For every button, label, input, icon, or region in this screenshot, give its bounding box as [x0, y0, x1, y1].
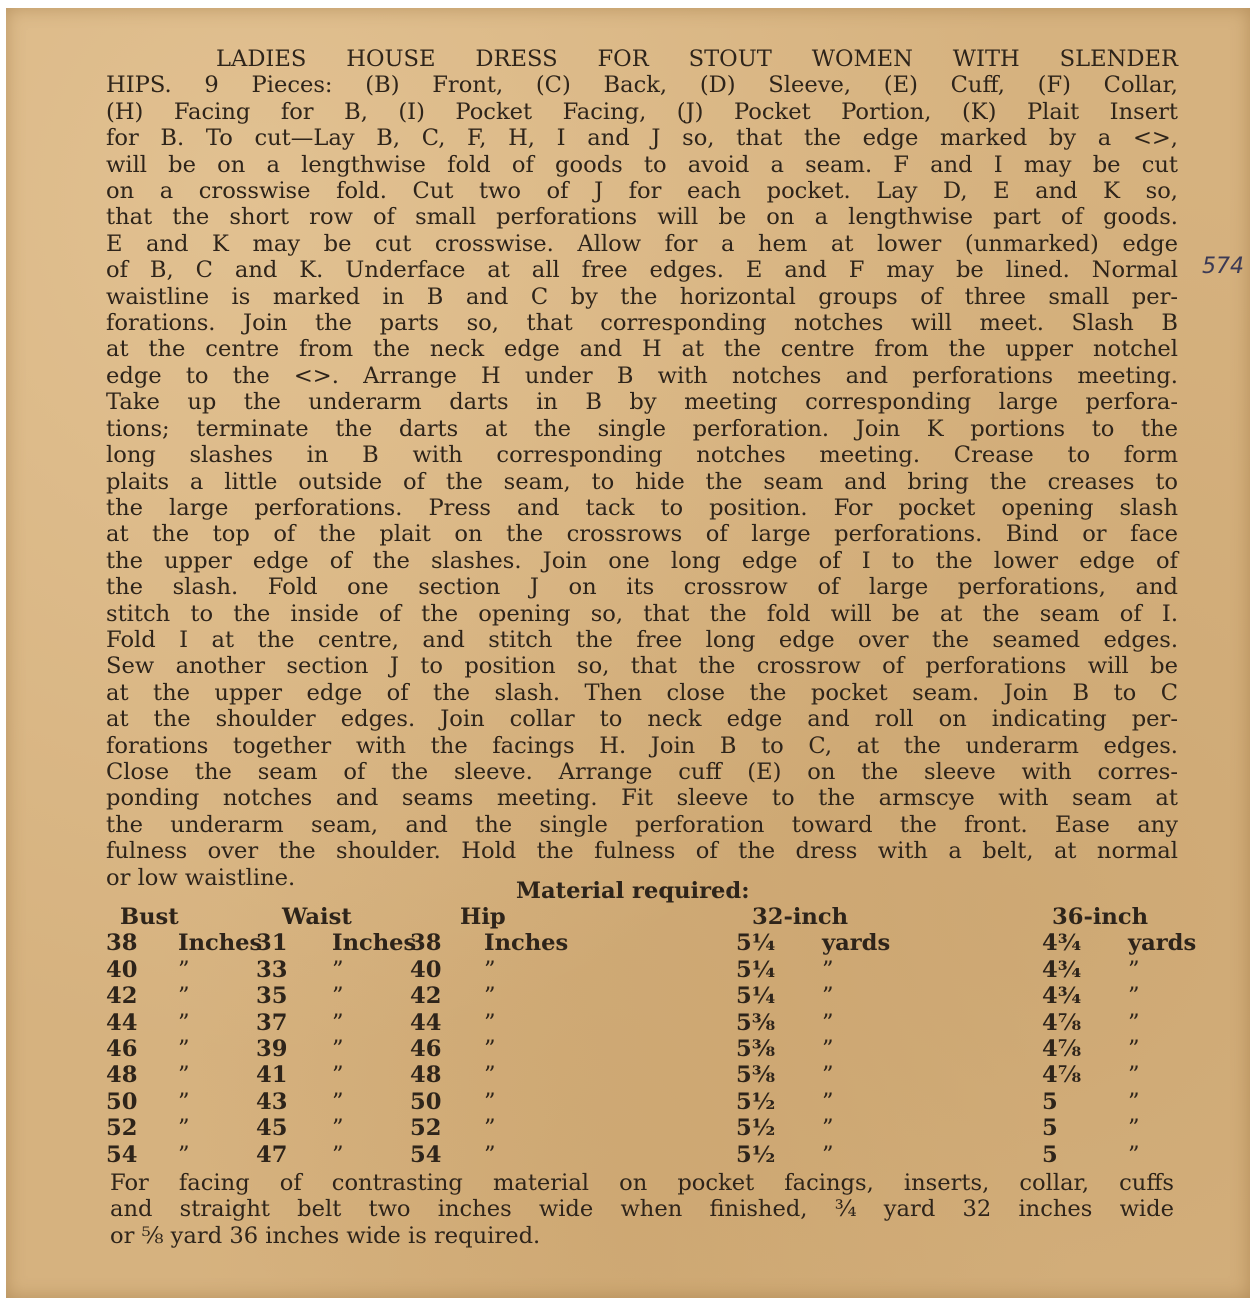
instructions-text — [106, 46, 1178, 891]
table-cell-bust-unit: ” — [178, 983, 190, 1010]
instruction-line: at the upper edge of the slash. Then close the pocket seam. Join B to C — [106, 679, 1178, 706]
table-cell-y32-unit: ” — [822, 983, 834, 1010]
instruction-line: forations. Join the parts so, that corresponding notches will meet. Slash B — [106, 310, 1178, 337]
instruction-line: or low waistline. — [106, 864, 296, 891]
table-cell-bust-unit: ” — [178, 1088, 190, 1115]
instruction-line: the slash. Fold one section J on its crossrow of large perforations, and — [106, 574, 1178, 601]
table-cell-waist: 35 — [256, 983, 288, 1010]
table-cell-y32: 5⅜ — [736, 1035, 776, 1062]
instruction-line: Close the seam of the sleeve. Arrange cuff (E) on the sleeve with corres- — [106, 758, 1178, 785]
table-cell-bust: 48 — [106, 1062, 138, 1089]
instruction-line: tions; terminate the darts at the single perforation. Join K portions to the — [106, 415, 1178, 442]
table-cell-y36: 5 — [1042, 1088, 1058, 1115]
table-cell-y36-unit: ” — [1128, 1009, 1140, 1036]
table-cell-waist: 45 — [256, 1115, 288, 1142]
table-cell-hip-unit: ” — [484, 1035, 496, 1062]
table-cell-y32: 5¼ — [736, 983, 776, 1010]
table-cell-hip: 42 — [410, 983, 442, 1010]
table-cell-hip: 40 — [410, 956, 442, 983]
table-cell-y32-unit: ” — [822, 1141, 834, 1168]
table-cell-y36-unit: ” — [1128, 1141, 1140, 1168]
table-row — [106, 1115, 1186, 1141]
table-cell-waist: 37 — [256, 1009, 288, 1036]
header-waist: Waist — [282, 904, 352, 930]
table-cell-waist: 43 — [256, 1088, 288, 1115]
table-cell-y32-unit: yards — [822, 930, 891, 957]
table-cell-y32: 5½ — [736, 1115, 776, 1142]
instruction-line: the underarm seam, and the single perforation toward the front. Ease any — [106, 811, 1178, 838]
materials-table — [106, 904, 1197, 1168]
table-cell-y32: 5⅜ — [736, 1062, 776, 1089]
footer-line: or ⅝ yard 36 inches wide is required. — [110, 1222, 541, 1249]
instruction-line: at the shoulder edges. Join collar to neck edge and roll on indicating per- — [106, 706, 1178, 733]
table-cell-hip-unit: ” — [484, 1141, 496, 1168]
table-cell-bust-unit: ” — [178, 956, 190, 983]
instruction-line: of B, C and K. Underface at all free edges. E and F may be lined. Normal — [106, 257, 1178, 284]
table-cell-hip: 52 — [410, 1115, 442, 1142]
table-cell-y32-unit: ” — [822, 1009, 834, 1036]
header-36-inch: 36-inch — [1052, 904, 1149, 930]
table-body — [106, 930, 1197, 1168]
table-cell-y32: 5¼ — [736, 956, 776, 983]
table-cell-hip: 38 — [410, 930, 442, 957]
table-cell-waist-unit: ” — [332, 983, 344, 1010]
table-cell-hip: 44 — [410, 1009, 442, 1036]
instruction-line: the large perforations. Press and tack to position. For pocket opening slash — [106, 494, 1178, 521]
table-cell-hip-unit: ” — [484, 1088, 496, 1115]
table-cell-waist-unit: ” — [332, 1009, 344, 1036]
table-cell-y36-unit: ” — [1128, 1115, 1140, 1142]
table-cell-hip: 50 — [410, 1088, 442, 1115]
table-cell-bust: 54 — [106, 1141, 138, 1168]
table-cell-hip-unit: Inches — [484, 930, 569, 957]
instruction-line: for B. To cut—Lay B, C, F, H, I and J so, that the edge marked by a <>, — [106, 125, 1178, 152]
table-cell-y36: 4¾ — [1042, 956, 1082, 983]
footer-line: For facing of contrasting material on pocket facings, inserts, collar, cuffs — [110, 1170, 1174, 1196]
table-cell-waist-unit: ” — [332, 1115, 344, 1142]
header-hip: Hip — [460, 904, 506, 930]
table-cell-bust: 42 — [106, 983, 138, 1010]
table-cell-waist-unit: ” — [332, 956, 344, 983]
table-cell-y36-unit: ” — [1128, 1088, 1140, 1115]
instruction-line: on a crosswise fold. Cut two of J for each pocket. Lay D, E and K so, — [106, 178, 1178, 205]
table-row — [106, 983, 1186, 1009]
table-cell-hip: 54 — [410, 1141, 442, 1168]
table-cell-hip: 48 — [410, 1062, 442, 1089]
instruction-line: at the top of the plait on the crossrows of large perforations. Bind or face — [106, 521, 1178, 548]
table-cell-y32: 5⅜ — [736, 1009, 776, 1036]
table-cell-bust: 44 — [106, 1009, 138, 1036]
table-cell-bust: 46 — [106, 1035, 138, 1062]
table-cell-hip-unit: ” — [484, 983, 496, 1010]
table-header-row — [106, 904, 1186, 930]
table-cell-bust-unit: ” — [178, 1115, 190, 1142]
instruction-line: Fold I at the centre, and stitch the free long edge over the seamed edges. — [106, 626, 1178, 653]
table-cell-bust: 40 — [106, 956, 138, 983]
table-cell-waist: 33 — [256, 956, 288, 983]
table-cell-bust-unit: ” — [178, 1141, 190, 1168]
table-cell-bust-unit: ” — [178, 1009, 190, 1036]
table-row — [106, 957, 1186, 983]
instruction-line: long slashes in B with corresponding notches meeting. Crease to form — [106, 442, 1178, 469]
table-cell-waist: 41 — [256, 1062, 288, 1089]
instruction-line: waistline is marked in B and C by the horizontal groups of three small per- — [106, 283, 1178, 310]
pattern-instruction-sheet — [6, 8, 1250, 1298]
table-cell-y36: 4⅞ — [1042, 1009, 1082, 1036]
footer-line: and straight belt two inches wide when finished, ¾ yard 32 inches wide — [110, 1196, 1174, 1223]
table-cell-bust-unit: Inches — [178, 930, 263, 957]
table-row — [106, 1010, 1186, 1036]
table-cell-waist: 39 — [256, 1035, 288, 1062]
instruction-line: ponding notches and seams meeting. Fit sleeve to the armscye with seam at — [106, 785, 1178, 812]
table-row — [106, 930, 1197, 957]
table-cell-y36: 5 — [1042, 1141, 1058, 1168]
instruction-line: at the centre from the neck edge and H at the centre from the upper notchel — [106, 336, 1178, 363]
instruction-line: plaits a little outside of the seam, to hide the seam and bring the creases to — [106, 468, 1178, 495]
instruction-line: stitch to the inside of the opening so, that the fold will be at the seam of I. — [106, 600, 1178, 627]
table-row — [106, 1062, 1186, 1088]
table-cell-y32: 5½ — [736, 1088, 776, 1115]
footer-note — [110, 1170, 1174, 1249]
instruction-line: fulness over the shoulder. Hold the fulness of the dress with a belt, at normal — [106, 838, 1178, 865]
table-cell-bust: 38 — [106, 930, 138, 957]
table-cell-y36-unit: yards — [1128, 930, 1197, 957]
table-cell-y32-unit: ” — [822, 1035, 834, 1062]
header-bust: Bust — [120, 904, 179, 930]
table-cell-hip: 46 — [410, 1035, 442, 1062]
table-cell-y36: 4¾ — [1042, 983, 1082, 1010]
instruction-line: HIPS. 9 Pieces: (B) Front, (C) Back, (D) Sleeve, (E) Cuff, (F) Collar, — [106, 72, 1178, 99]
table-cell-bust: 50 — [106, 1088, 138, 1115]
table-cell-waist-unit: ” — [332, 1035, 344, 1062]
instruction-line: the upper edge of the slashes. Join one long edge of I to the lower edge of — [106, 547, 1178, 574]
table-cell-y32: 5½ — [736, 1141, 776, 1168]
table-cell-y32-unit: ” — [822, 1115, 834, 1142]
table-cell-y36-unit: ” — [1128, 983, 1140, 1010]
table-cell-y36: 4⅞ — [1042, 1035, 1082, 1062]
instruction-line: forations together with the facings H. Join B to C, at the underarm edges. — [106, 732, 1178, 759]
handwritten-margin-note: 574 — [1202, 254, 1244, 279]
header-32-inch: 32-inch — [752, 904, 849, 930]
table-cell-y32-unit: ” — [822, 1062, 834, 1089]
table-cell-hip-unit: ” — [484, 956, 496, 983]
table-row — [106, 1142, 1186, 1168]
table-cell-y32: 5¼ — [736, 930, 776, 957]
materials-heading: Material required: — [516, 878, 750, 904]
instruction-line: edge to the <>. Arrange H under B with notches and perforations meeting. — [106, 362, 1178, 389]
instruction-line: (H) Facing for B, (I) Pocket Facing, (J) Pocket Portion, (K) Plait Insert — [106, 98, 1178, 125]
table-cell-y36-unit: ” — [1128, 1035, 1140, 1062]
table-cell-hip-unit: ” — [484, 1009, 496, 1036]
table-cell-hip-unit: ” — [484, 1115, 496, 1142]
instruction-line: Take up the underarm darts in B by meeting corresponding large perfora- — [106, 389, 1178, 416]
table-cell-waist-unit: Inches — [332, 930, 417, 957]
table-cell-bust-unit: ” — [178, 1062, 190, 1089]
table-row — [106, 1089, 1186, 1115]
instruction-line: E and K may be cut crosswise. Allow for a hem at lower (unmarked) edge — [106, 230, 1178, 257]
table-cell-hip-unit: ” — [484, 1062, 496, 1089]
table-cell-y36-unit: ” — [1128, 1062, 1140, 1089]
table-cell-waist: 31 — [256, 930, 288, 957]
table-cell-y36: 5 — [1042, 1115, 1058, 1142]
instruction-line: will be on a lengthwise fold of goods to avoid a seam. F and I may be cut — [106, 151, 1178, 178]
instruction-line: that the short row of small perforations will be on a lengthwise part of goods. — [106, 204, 1178, 231]
table-cell-bust-unit: ” — [178, 1035, 190, 1062]
table-cell-bust: 52 — [106, 1115, 138, 1142]
table-cell-y36: 4⅞ — [1042, 1062, 1082, 1089]
table-cell-waist-unit: ” — [332, 1088, 344, 1115]
table-cell-waist: 47 — [256, 1141, 288, 1168]
table-row — [106, 1036, 1186, 1062]
table-cell-waist-unit: ” — [332, 1062, 344, 1089]
table-cell-y36-unit: ” — [1128, 956, 1140, 983]
instruction-line: Sew another section J to position so, that the crossrow of perforations will be — [106, 653, 1178, 680]
table-cell-y36: 4¾ — [1042, 930, 1082, 957]
table-cell-y32-unit: ” — [822, 956, 834, 983]
table-cell-y32-unit: ” — [822, 1088, 834, 1115]
document-title: LADIES HOUSE DRESS FOR STOUT WOMEN WITH SLENDER — [216, 46, 1178, 72]
table-cell-waist-unit: ” — [332, 1141, 344, 1168]
